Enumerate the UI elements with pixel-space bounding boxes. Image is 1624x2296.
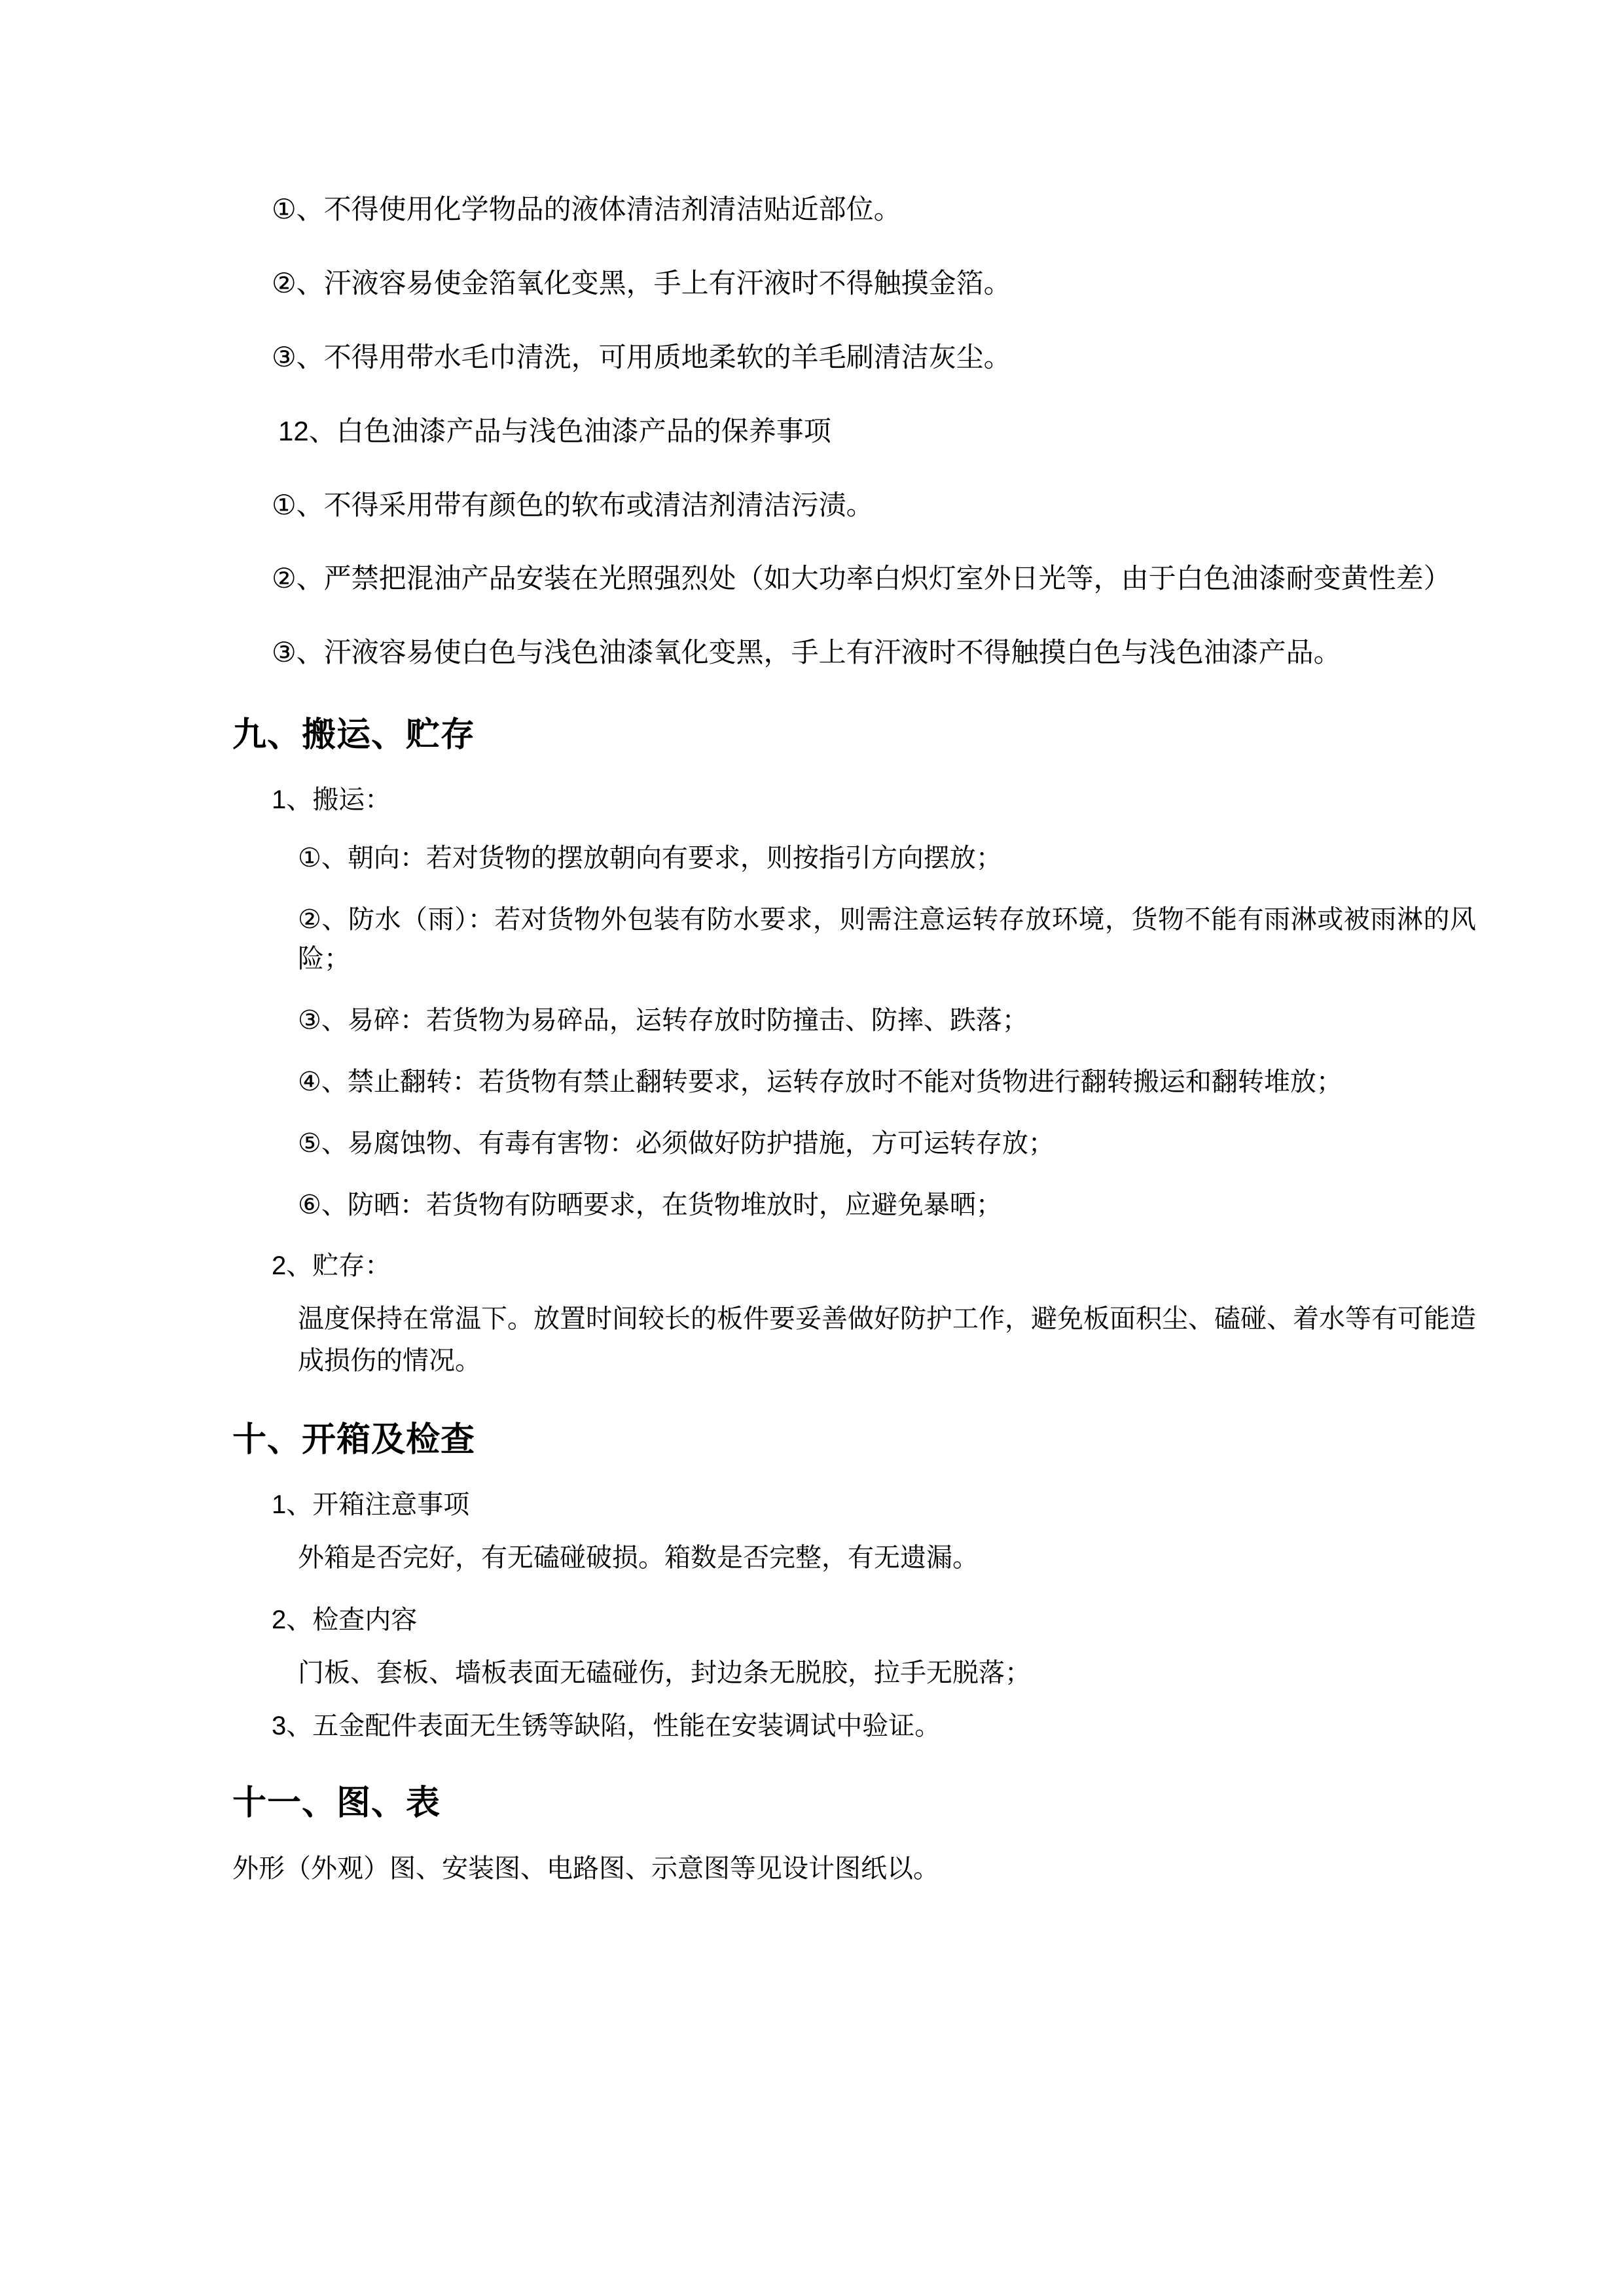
section-9-sub1-title: 1、搬运：: [272, 785, 391, 815]
section-9-sub2-title: 2、贮存：: [272, 1251, 391, 1281]
section-9-sub1-item-5: ⑤、易腐蚀物、有毒有害物：必须做好防护措施，方可运转存放；: [298, 1129, 1055, 1158]
care-item-1: ①、不得使用化学物品的液体清洁剂清洁贴近部位。: [272, 194, 901, 224]
section-10-sub3-text: 3、五金配件表面无生锈等缺陷，性能在安装调试中验证。: [272, 1712, 941, 1741]
section-10-sub2-text: 门板、套板、墙板表面无磕碰伤，封边条无脱胶，拉手无脱落；: [298, 1659, 1031, 1688]
section-9-sub1-item-3: ③、易碎：若货物为易碎品，运转存放时防撞击、防摔、跌落；: [298, 1006, 1028, 1035]
heading-section-11: 十一、图、表: [232, 1784, 441, 1823]
section-9-sub1-item-2: ②、防水（雨）：若对货物外包装有防水要求，则需注意运转存放环境，货物不能有雨淋或被雨淋的风险；: [298, 905, 1476, 974]
section-10-sub1-title: 1、开箱注意事项: [272, 1490, 470, 1520]
section-12-item-1: ①、不得采用带有颜色的软布或清洁剂清洁污渍。: [272, 489, 874, 520]
care-item-3: ③、不得用带水毛巾清洗，可用质地柔软的羊毛刷清洁灰尘。: [272, 341, 1011, 372]
section-12-title: 12、白色油漆产品与浅色油漆产品的保养事项: [278, 415, 831, 446]
section-11-text: 外形（外观）图、安装图、电路图、示意图等见设计图纸以。: [232, 1854, 939, 1884]
document-body: [232, 190, 1476, 1888]
section-9-sub1-item-6: ⑥、防晒：若货物有防晒要求，在货物堆放时，应避免暴晒；: [298, 1191, 1002, 1220]
care-item-2: ②、汗液容易使金箔氧化变黑，手上有汗液时不得触摸金箔。: [272, 267, 1011, 298]
section-12-item-2: ②、严禁把混油产品安装在光照强烈处（如大功率白炽灯室外日光等，由于白色油漆耐变黄性差）: [272, 563, 1451, 594]
section-9-sub2-text: 温度保持在常温下。放置时间较长的板件要妥善做好防护工作，避免板面积尘、磕碰、着水等有可能造成损伤的情况。: [298, 1304, 1476, 1376]
section-12-item-3: ③、汗液容易使白色与浅色油漆氧化变黑，手上有汗液时不得触摸白色与浅色油漆产品。: [272, 637, 1341, 668]
section-10-sub2-title: 2、检查内容: [272, 1605, 418, 1635]
section-9-sub1-item-4: ④、禁止翻转：若货物有禁止翻转要求，运转存放时不能对货物进行翻转搬运和翻转堆放；: [298, 1067, 1343, 1097]
heading-section-9: 九、搬运、贮存: [232, 716, 476, 755]
section-9-sub1-item-1: ①、朝向：若对货物的摆放朝向有要求，则按指引方向摆放；: [298, 844, 1002, 873]
section-10-sub1-text: 外箱是否完好，有无磕碰破损。箱数是否完整，有无遗漏。: [298, 1543, 979, 1573]
heading-section-10: 十、开箱及检查: [232, 1421, 476, 1460]
